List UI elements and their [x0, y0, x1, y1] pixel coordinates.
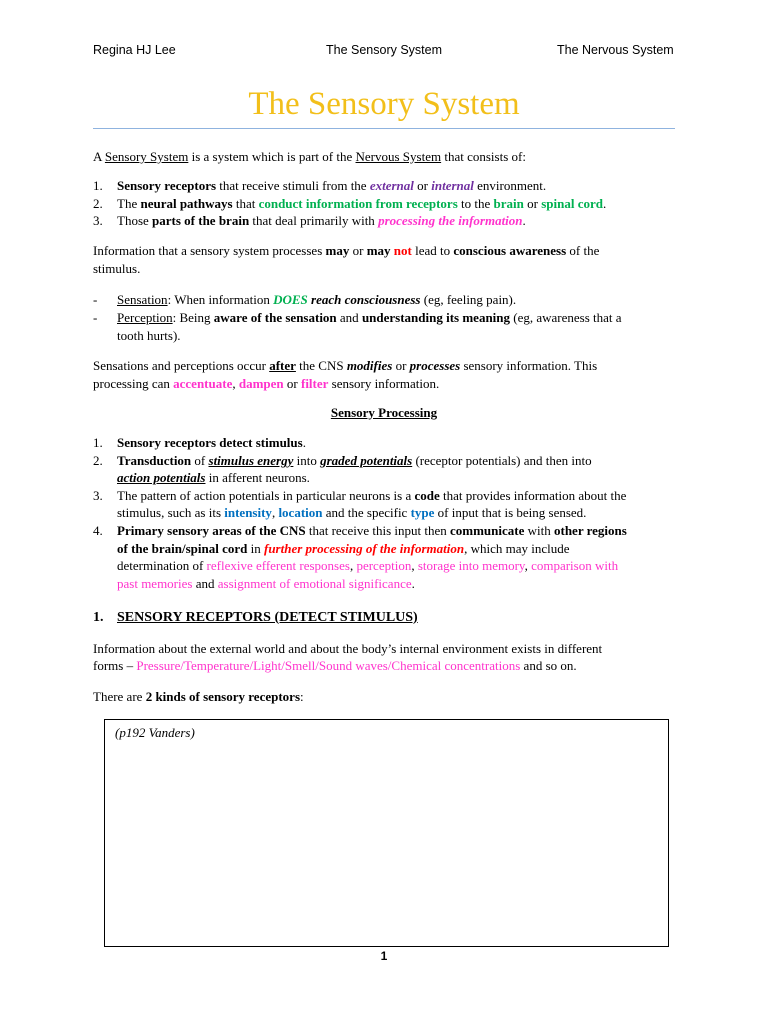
- list2-item-3: The pattern of action potentials in particular neurons is a code that provides information about the: [117, 488, 627, 503]
- bullet-dash-perception: -: [93, 310, 98, 325]
- bullet-perception: Perception: Being aware of the sensation and understanding its meaning (eg, awareness that a: [117, 310, 622, 325]
- header-center-title: The Sensory System: [326, 43, 443, 57]
- figure-caption: (p192 Vanders): [115, 725, 195, 740]
- list2-item-4-line2: of the brain/spinal cord in further processing of the information, which may include: [117, 541, 570, 556]
- list1-number-2: 2.: [93, 196, 103, 211]
- section1-heading: SENSORY RECEPTORS (DETECT STIMULUS): [117, 610, 418, 625]
- external-paragraph: Information about the external world and about the body’s internal environment exists in different: [93, 641, 603, 656]
- list1-item-1: Sensory receptors that receive stimuli from the external or internal environment.: [117, 178, 547, 193]
- list2-item-2: Transduction of stimulus energy into graded potentials (receptor potentials) and then into: [117, 453, 592, 468]
- awareness-paragraph-line2: stimulus.: [93, 261, 141, 276]
- list2-item-2-line2: action potentials in afferent neurons.: [117, 470, 310, 485]
- list1-item-3: Those parts of the brain that deal primarily with processing the information.: [117, 213, 526, 228]
- list2-item-1: Sensory receptors detect stimulus.: [117, 435, 306, 450]
- list2-number-4: 4.: [93, 523, 103, 538]
- page-title: The Sensory System: [248, 86, 520, 122]
- bullet-perception-line2: tooth hurts).: [117, 328, 181, 343]
- page-number: 1: [380, 949, 388, 963]
- bullet-sensation: Sensation: When information DOES reach consciousness (eg, feeling pain).: [117, 292, 517, 307]
- list2-item-3-line2: stimulus, such as its intensity, location and the specific type of input that is being sensed.: [117, 505, 587, 520]
- header-author: Regina HJ Lee: [93, 43, 176, 57]
- figure-box: [104, 719, 669, 947]
- list1-number-1: 1.: [93, 178, 103, 193]
- intro-paragraph: A Sensory System is a system which is part of the Nervous System that consists of:: [93, 149, 526, 164]
- title-divider: [93, 128, 675, 129]
- awareness-paragraph: Information that a sensory system processes may or may not lead to conscious awareness of the: [93, 243, 600, 258]
- list2-item-4-line4: past memories and assignment of emotional significance.: [117, 576, 415, 591]
- processing-paragraph-line2: processing can accentuate, dampen or filter sensory information.: [93, 376, 440, 391]
- bullet-dash-sensation: -: [93, 292, 98, 307]
- list2-item-4-line3: determination of reflexive efferent responses, perception, storage into memory, comparison with: [117, 558, 619, 573]
- sensory-processing-heading: Sensory Processing: [330, 405, 438, 420]
- external-paragraph-line2: forms – Pressure/Temperature/Light/Smell/Sound waves/Chemical concentrations and so on.: [93, 658, 577, 673]
- list2-number-2: 2.: [93, 453, 103, 468]
- section1-number: 1.: [93, 610, 104, 625]
- list2-number-3: 3.: [93, 488, 103, 503]
- list1-item-2: The neural pathways that conduct information from receptors to the brain or spinal cord.: [117, 196, 607, 211]
- list2-number-1: 1.: [93, 435, 103, 450]
- header-right-title: The Nervous System: [557, 43, 674, 57]
- list2-item-4: Primary sensory areas of the CNS that receive this input then communicate with other regions: [117, 523, 627, 538]
- processing-paragraph: Sensations and perceptions occur after the CNS modifies or processes sensory information. This: [93, 358, 598, 373]
- kinds-paragraph: There are 2 kinds of sensory receptors:: [93, 689, 304, 704]
- list1-number-3: 3.: [93, 213, 103, 228]
